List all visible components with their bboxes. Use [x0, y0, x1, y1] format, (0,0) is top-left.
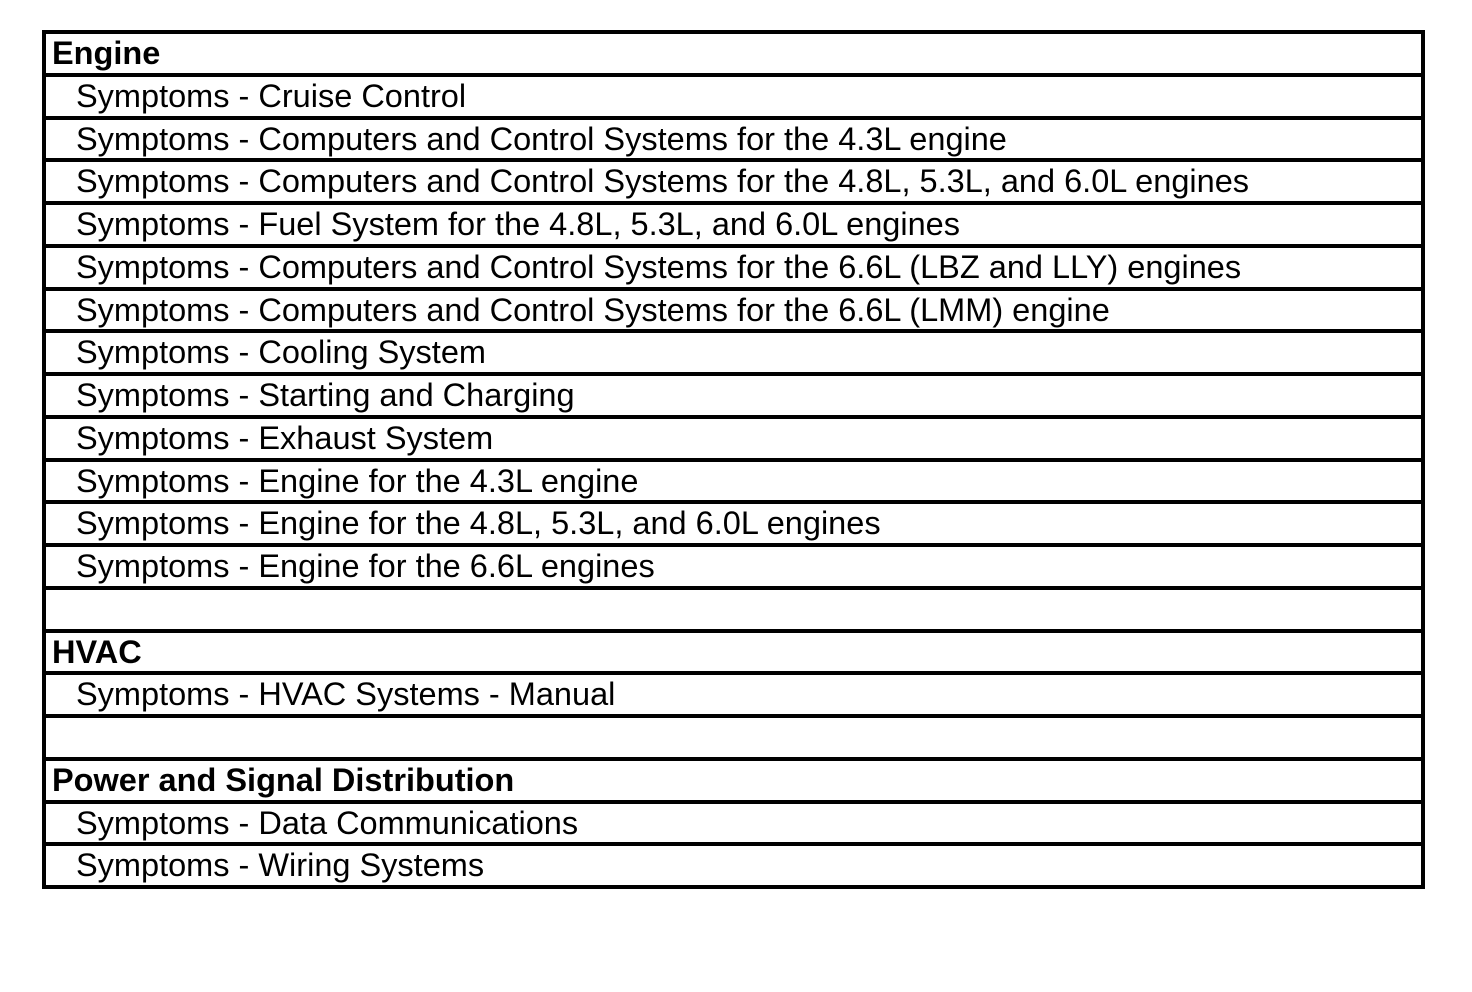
- section-heading-row: [44, 631, 1423, 674]
- symptom-link[interactable]: Symptoms - Computers and Control Systems for the 4.8L, 5.3L, and 6.0L engines: [44, 160, 1423, 203]
- symptom-link[interactable]: Symptoms - Exhaust System: [44, 417, 1423, 460]
- symptom-link[interactable]: Symptoms - Engine for the 6.6L engines: [44, 545, 1423, 588]
- symptom-link[interactable]: Symptoms - Data Communications: [44, 802, 1423, 845]
- symptom-link[interactable]: Symptoms - Cooling System: [44, 331, 1423, 374]
- table-row[interactable]: [44, 331, 1423, 374]
- table-row[interactable]: [44, 502, 1423, 545]
- empty-cell: [44, 716, 1423, 759]
- section-heading-power-signal: Power and Signal Distribution: [44, 759, 1423, 802]
- table-row[interactable]: [44, 545, 1423, 588]
- symptoms-index-table: [42, 30, 1425, 889]
- symptom-link[interactable]: Symptoms - Computers and Control Systems for the 6.6L (LBZ and LLY) engines: [44, 246, 1423, 289]
- section-heading-row: [44, 759, 1423, 802]
- section-heading-hvac: HVAC: [44, 631, 1423, 674]
- section-heading-engine: Engine: [44, 32, 1423, 75]
- table-row[interactable]: [44, 289, 1423, 332]
- table-row[interactable]: [44, 460, 1423, 503]
- table-row[interactable]: [44, 673, 1423, 716]
- symptom-link[interactable]: Symptoms - Wiring Systems: [44, 844, 1423, 887]
- section-heading-row: [44, 32, 1423, 75]
- table-row[interactable]: [44, 203, 1423, 246]
- table-row[interactable]: [44, 160, 1423, 203]
- symptom-link[interactable]: Symptoms - Engine for the 4.8L, 5.3L, and 6.0L engines: [44, 502, 1423, 545]
- symptom-link[interactable]: Symptoms - Starting and Charging: [44, 374, 1423, 417]
- symptom-link[interactable]: Symptoms - Computers and Control Systems for the 6.6L (LMM) engine: [44, 289, 1423, 332]
- spacer-row: [44, 716, 1423, 759]
- table-row[interactable]: [44, 246, 1423, 289]
- table-row[interactable]: [44, 374, 1423, 417]
- table-row[interactable]: [44, 802, 1423, 845]
- table-row[interactable]: [44, 75, 1423, 118]
- symptom-link[interactable]: Symptoms - Cruise Control: [44, 75, 1423, 118]
- empty-cell: [44, 588, 1423, 631]
- symptom-link[interactable]: Symptoms - Computers and Control Systems for the 4.3L engine: [44, 118, 1423, 161]
- symptom-link[interactable]: Symptoms - HVAC Systems - Manual: [44, 673, 1423, 716]
- table-row[interactable]: [44, 118, 1423, 161]
- symptom-link[interactable]: Symptoms - Engine for the 4.3L engine: [44, 460, 1423, 503]
- table-row[interactable]: [44, 417, 1423, 460]
- table-row[interactable]: [44, 844, 1423, 887]
- symptom-link[interactable]: Symptoms - Fuel System for the 4.8L, 5.3L, and 6.0L engines: [44, 203, 1423, 246]
- spacer-row: [44, 588, 1423, 631]
